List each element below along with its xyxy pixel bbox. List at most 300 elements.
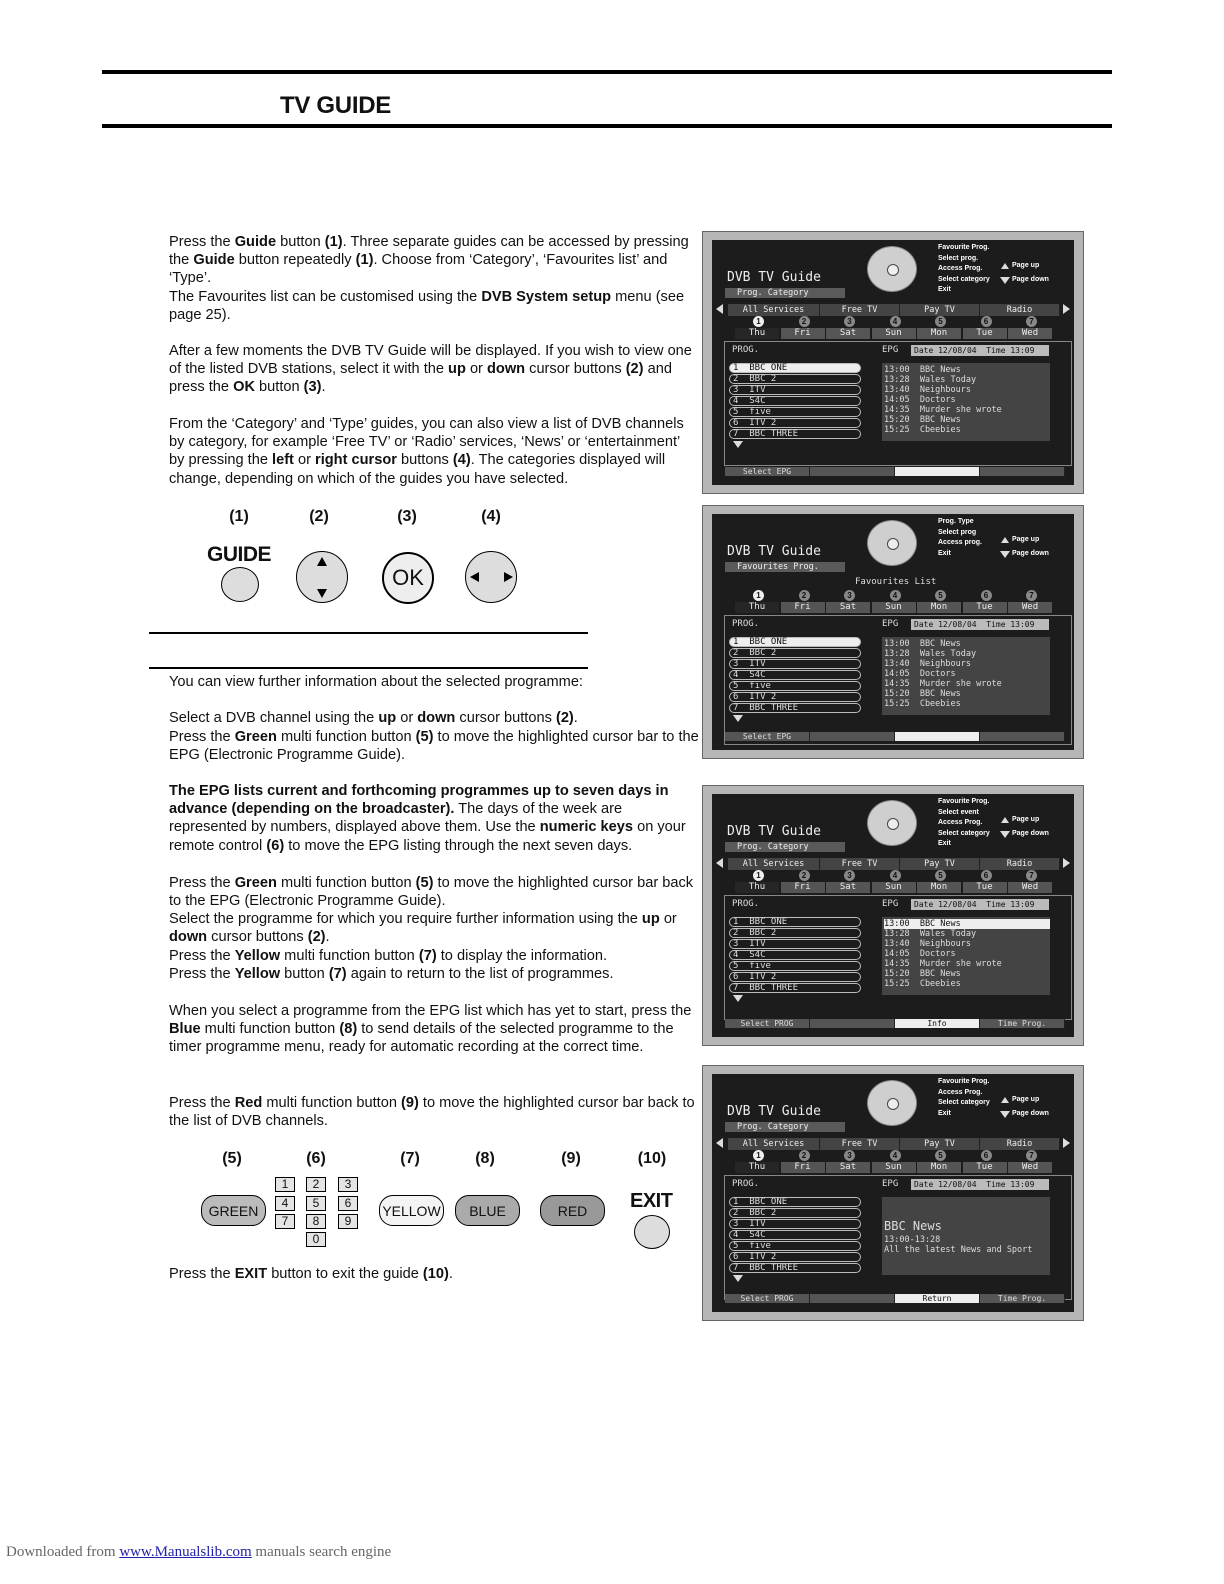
category-tab: Radio [980,1138,1060,1150]
text-segment: From the ‘Category’ and ‘Type’ guides, you can also view a list of DVB channels by category, for example ‘Free TV’ or ‘Radio’ services, ‘News’ or ‘entertainment’ by pressing the [169,416,684,469]
text-segment: up [378,710,397,726]
text-segment: Green [234,729,277,745]
tv-screen-inner [712,1074,1074,1312]
text-segment: The Favourites list can be customised using the [169,289,482,305]
bottom-bar-button[interactable] [810,467,895,476]
text-segment: (7) [328,966,347,982]
day-number: 3 [844,870,855,881]
text-segment: Press the [169,234,235,250]
info-description: All the latest News and Sport [884,1245,1033,1255]
epg-row: 13:40 Neighbours [884,939,971,949]
bottom-bar-button[interactable] [895,467,980,476]
epg-row: 13:40 Neighbours [884,385,971,395]
page-down-icon [1000,831,1010,838]
category-tab: All Services [728,858,820,870]
text-segment: Guide [193,252,235,269]
bottom-bar-button[interactable]: Time Prog. [980,1294,1065,1303]
up-down-cursor-button[interactable] [296,551,348,603]
red-button[interactable] [540,1195,605,1226]
category-tab: Pay TV [900,304,980,316]
channel-row: 2 BBC 2 [729,374,861,384]
text-segment: to display the information. [436,948,608,964]
text-segment: down [417,710,456,726]
day-number: 1 [753,590,764,601]
para-guide-intro [169,233,699,288]
text-segment: multi function button [276,875,416,891]
tv-screen-inner [712,514,1074,750]
day-tab: Tue [963,882,1007,893]
blue-button[interactable] [455,1195,520,1226]
day-tab: Mon [917,1162,961,1173]
text-segment: button [280,966,329,982]
text-segment: to move the highlighted cursor bar to the EPG (Electronic Programme Guide). [169,729,699,764]
remote-nav-icon [867,520,917,566]
bottom-bar-button[interactable]: Select EPG [725,467,810,476]
text-segment: up [448,361,466,378]
category-right-icon [1063,304,1070,314]
para-green-epg [169,728,699,764]
text-segment: (1) [324,234,343,250]
day-number: 5 [935,590,946,601]
day-number: 4 [890,590,901,601]
remote-nav-icon [867,246,917,292]
text-segment: The EPG lists current and forthcoming programmes up to seven days in advance (depending on the broadcaster). [169,783,669,818]
guide-button[interactable] [221,567,259,602]
epg-row: 15:20 BBC News [884,689,961,699]
epg-row: 15:25 Cbeebies [884,425,961,435]
favourites-list-title: Favourites List [855,577,937,587]
channel-row: 3 ITV [729,939,861,949]
scroll-down-icon [733,995,743,1002]
text-segment: multi function button [280,948,419,964]
channel-row: 4 S4C [729,396,861,406]
epg-row: 13:00 BBC News [884,639,961,649]
day-number: 2 [799,316,810,327]
para-yellow-info [169,947,699,965]
text-segment: DVB System setup [481,289,612,305]
text-segment: button repeatedly [234,252,356,269]
epg-row: 13:00 BBC News [884,365,961,375]
text-segment: Press the [169,1095,235,1111]
bottom-bar-button[interactable]: Select PROG [725,1019,810,1028]
page-up-label: Page up [1012,1096,1040,1103]
key-2[interactable]: 2 [306,1177,326,1192]
page-up-icon [1001,263,1009,269]
para-epg-days [169,782,699,855]
day-number: 6 [981,870,992,881]
tv-screen-inner [712,240,1074,485]
epg-label: EPG [882,899,899,909]
bottom-bar-button[interactable] [810,732,895,741]
tv-subtitle: Prog. Category [725,842,845,852]
text-segment: or [396,710,418,726]
hint-label: Access prog. [938,539,982,546]
page-down-label: Page down [1012,1110,1049,1117]
channel-row: 3 ITV [729,385,861,395]
bottom-bar-button[interactable] [980,732,1065,741]
label-3: (3) [397,508,417,525]
epg-row: 13:28 Wales Today [884,375,977,385]
page-down-label: Page down [1012,550,1049,557]
remote-ok-icon [887,818,899,830]
tv-subtitle: Prog. Category [725,288,845,298]
text-segment: . Three separate guides can be accessed by pressing the [169,234,689,269]
footer-prefix: Downloaded from [6,1544,120,1560]
epg-row: 15:25 Cbeebies [884,699,961,709]
text-segment: Press the [169,729,235,745]
day-number: 7 [1026,316,1037,327]
day-tab: Tue [963,328,1007,339]
day-tab: Fri [781,328,825,339]
day-tab: Thu [735,602,779,613]
manualslib-link[interactable]: www.Manualslib.com [119,1544,252,1560]
day-number: 2 [799,870,810,881]
text-segment: Yellow [234,948,281,964]
label-2: (2) [309,508,329,525]
text-segment: (3) [303,379,322,396]
epg-row: 15:20 BBC News [884,969,961,979]
text-segment: (2) [307,929,326,946]
hint-label: Exit [938,286,951,293]
epg-row: 14:05 Doctors [884,669,956,679]
category-tab: All Services [728,1138,820,1150]
channel-row: 7 BBC THREE [729,983,861,993]
left-right-cursor-button[interactable] [465,551,517,603]
label-10: (10) [637,1150,667,1167]
category-tab: Radio [980,304,1060,316]
day-number: 4 [890,1150,901,1161]
text-segment: down [486,361,526,378]
day-tab: Tue [963,1162,1007,1173]
text-segment: . [325,929,330,946]
ok-button[interactable] [382,552,434,604]
channel-row: 5 five [729,407,861,417]
bottom-bar-button[interactable]: Select EPG [725,732,810,741]
para-select-programme [169,910,699,946]
text-segment: Guide [234,234,277,250]
bottom-bar-button[interactable]: Time Prog. [980,1019,1065,1028]
day-number: 2 [799,1150,810,1161]
remote-ok-icon [887,264,899,276]
page-down-label: Page down [1012,830,1049,837]
epg-label: EPG [882,619,899,629]
page-up-icon [1001,537,1009,543]
tv-screen-inner [712,794,1074,1037]
channel-row: 6 ITV 2 [729,692,861,702]
text-segment: (2) [555,710,574,726]
day-number: 4 [890,316,901,327]
hint-label: Access Prog. [938,819,983,826]
channel-row: 7 BBC THREE [729,703,861,713]
page-down-icon [1000,1111,1010,1118]
page-title: TV GUIDE [280,92,391,119]
scroll-down-icon [733,1275,743,1282]
text-segment: . [321,379,326,396]
bottom-bar-button[interactable]: Select PROG [725,1294,810,1303]
bottom-bar-button[interactable] [810,1019,895,1028]
tv-title: DVB TV Guide [727,544,821,559]
text-segment: cursor buttons [525,361,626,378]
hint-label: Select prog [938,528,977,536]
scroll-down-icon [733,715,743,722]
text-segment: menu (see page 25). [169,289,685,324]
text-segment: Press the [169,1266,235,1282]
info-time: 13:00-13:28 [884,1235,941,1245]
hint-label: Select event [938,808,979,816]
text-segment: or [659,911,677,927]
day-tab: Sat [826,1162,870,1173]
text-segment: (6) [266,837,285,854]
epg-row: 14:05 Doctors [884,949,956,959]
hint-label: Favourite Prog. [938,798,990,805]
para-blue-timer [169,1002,699,1057]
channel-row: 4 S4C [729,1230,861,1240]
day-number: 1 [753,1150,764,1161]
date-time-bar: Date 12/08/04 Time 13:09 [911,1179,1049,1190]
day-tab: Fri [781,1162,825,1173]
para-red-back [169,1094,699,1130]
text-segment: OK [233,379,255,396]
date-time-bar: Date 12/08/04 Time 13:09 [911,619,1049,630]
day-tab: Wed [1008,882,1052,893]
channel-row: 1 BBC ONE [729,1197,861,1207]
bottom-bar-button[interactable] [810,1294,895,1303]
day-tab: Fri [781,882,825,893]
text-segment: After a few moments the DVB TV Guide will be displayed. If you wish to view one of the listed DVB stations, select it with the [169,343,692,378]
key-7[interactable]: 7 [275,1214,295,1229]
key-3[interactable]: 3 [338,1177,358,1192]
text-segment: to move the EPG listing through the next seven days. [284,837,633,854]
page-up-label: Page up [1012,816,1040,823]
hint-label: Select prog. [938,254,979,262]
guide-text: GUIDE [207,543,272,566]
day-tab: Wed [1008,328,1052,339]
prog-label: PROG. [732,345,760,355]
day-tab: Wed [1008,602,1052,613]
left-arrow-icon [470,572,479,582]
epg-row: 13:28 Wales Today [884,649,977,659]
key-4[interactable]: 4 [275,1196,295,1211]
category-tab: Pay TV [900,1138,980,1150]
yellow-label: YELLOW [382,1202,441,1219]
ok-label: OK [392,565,424,590]
category-right-icon [1063,858,1070,868]
exit-button[interactable] [634,1215,670,1249]
category-tab: Radio [980,858,1060,870]
epg-row: 13:40 Neighbours [884,659,971,669]
category-tab: Free TV [820,1138,900,1150]
category-left-icon [716,304,723,314]
channel-row: 1 BBC ONE [729,637,861,647]
page-up-icon [1001,817,1009,823]
day-number: 3 [844,316,855,327]
day-tab: Sun [872,602,916,613]
text-segment: on your remote control [169,819,686,854]
text-segment: Red [234,1095,263,1111]
channel-row: 7 BBC THREE [729,429,861,439]
title-underline [102,124,1112,128]
label-7: (7) [400,1150,420,1167]
para-green-back [169,874,699,910]
para-categories [169,415,699,488]
epg-label: EPG [882,345,899,355]
channel-row: 2 BBC 2 [729,1208,861,1218]
date-time-bar: Date 12/08/04 Time 13:09 [911,899,1049,910]
key-1[interactable]: 1 [275,1177,295,1192]
category-tab: Free TV [820,304,900,316]
text-segment: or [293,452,316,469]
key-6[interactable]: 6 [338,1196,358,1211]
tv-screen-2 [702,505,1084,759]
tv-screen-3 [702,785,1084,1046]
day-tab: Sat [826,328,870,339]
label-1: (1) [229,508,249,525]
channel-row: 3 ITV [729,1219,861,1229]
day-number: 1 [753,870,764,881]
text-segment: (9) [401,1095,419,1111]
channel-row: 6 ITV 2 [729,418,861,428]
day-number: 5 [935,316,946,327]
epg-row: 14:05 Doctors [884,395,956,405]
text-segment: (1) [355,252,374,269]
channel-row: 1 BBC ONE [729,917,861,927]
day-number: 6 [981,316,992,327]
label-9: (9) [561,1150,581,1167]
epg-row: 14:35 Murder she wrote [884,679,1002,689]
day-tab: Sun [872,328,916,339]
text-segment: multi function button [200,1021,340,1038]
day-tab: Sat [826,602,870,613]
date-time-bar: Date 12/08/04 Time 13:09 [911,345,1049,356]
day-tab: Sun [872,882,916,893]
tv-screen-4 [702,1065,1084,1321]
top-rule [102,70,1112,74]
text-segment: to move the highlighted cursor bar back to the EPG (Electronic Programme Guide). [169,875,694,910]
hint-label: Select category [938,275,990,283]
bottom-bar-button[interactable] [980,467,1065,476]
text-segment: (7) [418,948,437,964]
channel-row: 6 ITV 2 [729,972,861,982]
text-segment: numeric keys [539,819,634,836]
channel-row: 2 BBC 2 [729,928,861,938]
text-segment: When you select a programme from the EPG list which has yet to start, press the [169,1003,692,1019]
text-segment: Select the programme for which you require further information using the [169,911,642,927]
epg-row: 14:35 Murder she wrote [884,959,1002,969]
epg-label: EPG [882,1179,899,1189]
red-label: RED [557,1202,588,1219]
text-segment: (2) [625,361,644,378]
label-8: (8) [475,1150,495,1167]
text-segment: again to return to the list of programmes. [346,966,614,982]
channel-row: 2 BBC 2 [729,648,861,658]
right-arrow-icon [504,572,513,582]
bottom-bar-button[interactable]: Return [895,1294,980,1303]
para-display [169,342,699,397]
text-segment: multi function button [262,1095,402,1111]
text-segment: (10) [422,1266,449,1282]
key-5[interactable]: 5 [306,1196,326,1211]
day-number: 7 [1026,870,1037,881]
text-segment: and press the [169,361,672,396]
category-left-icon [716,1138,723,1148]
channel-row: 3 ITV [729,659,861,669]
day-number: 7 [1026,590,1037,601]
blue-label: BLUE [469,1202,506,1219]
day-tab: Thu [735,1162,779,1173]
green-button[interactable] [201,1195,266,1226]
page-up-icon [1001,1097,1009,1103]
key-9[interactable]: 9 [338,1214,358,1229]
day-tab: Mon [917,328,961,339]
epg-row: 13:28 Wales Today [884,929,977,939]
day-number: 6 [981,590,992,601]
text-segment: buttons [396,452,453,469]
text-segment: . [573,710,578,726]
channel-row: 6 ITV 2 [729,1252,861,1262]
channel-row: 5 five [729,961,861,971]
up-arrow-icon [317,557,327,566]
key-8[interactable]: 8 [306,1214,326,1229]
text-segment: down [169,929,208,946]
day-tab: Tue [963,602,1007,613]
epg-row: 14:35 Murder she wrote [884,405,1002,415]
para-exit [169,1265,699,1283]
prog-label: PROG. [732,619,760,629]
bottom-bar-button[interactable] [895,732,980,741]
remote-nav-icon [867,800,917,846]
down-arrow-icon [317,589,327,598]
hint-label: Exit [938,840,951,847]
text-segment: to move the highlighted cursor bar back to the list of DVB channels. [169,1095,695,1130]
text-segment: Press the [169,966,235,982]
day-tab: Mon [917,882,961,893]
remote-ok-icon [887,538,899,550]
hint-label: Access Prog. [938,265,983,272]
page-down-icon [1000,551,1010,558]
text-segment: cursor buttons [207,929,308,946]
hint-label: Select category [938,1099,990,1106]
category-tab: Pay TV [900,858,980,870]
page-up-label: Page up [1012,536,1040,543]
text-segment: Yellow [234,966,281,982]
epg-row: 15:20 BBC News [884,415,961,425]
footer [6,1544,391,1561]
label-4: (4) [481,508,501,525]
category-left-icon [716,858,723,868]
footer-suffix: manuals search engine [251,1544,392,1560]
text-segment: Press the [169,948,235,964]
channel-row: 5 five [729,1241,861,1251]
hint-label: Access Prog. [938,1088,983,1096]
text-segment: (8) [339,1021,358,1038]
tv-title: DVB TV Guide [727,824,821,839]
text-segment: Blue [169,1021,201,1038]
text-segment: (4) [452,452,471,469]
tv-title: DVB TV Guide [727,1104,821,1119]
text-segment: . Choose from ‘Category’, ‘Favourites list’ and ‘Type’. [169,252,668,287]
text-segment: button [276,234,325,250]
day-tab: Fri [781,602,825,613]
bottom-bar-button[interactable]: Info [895,1019,980,1028]
tv-screen-1 [702,231,1084,494]
yellow-button[interactable] [379,1195,444,1226]
hint-label: Favourite Prog. [938,1078,990,1085]
text-segment: Green [234,875,277,891]
key-0[interactable]: 0 [306,1232,326,1247]
prog-label: PROG. [732,1179,760,1189]
label-5: (5) [222,1150,242,1167]
text-segment: Select a DVB channel using the [169,710,379,726]
